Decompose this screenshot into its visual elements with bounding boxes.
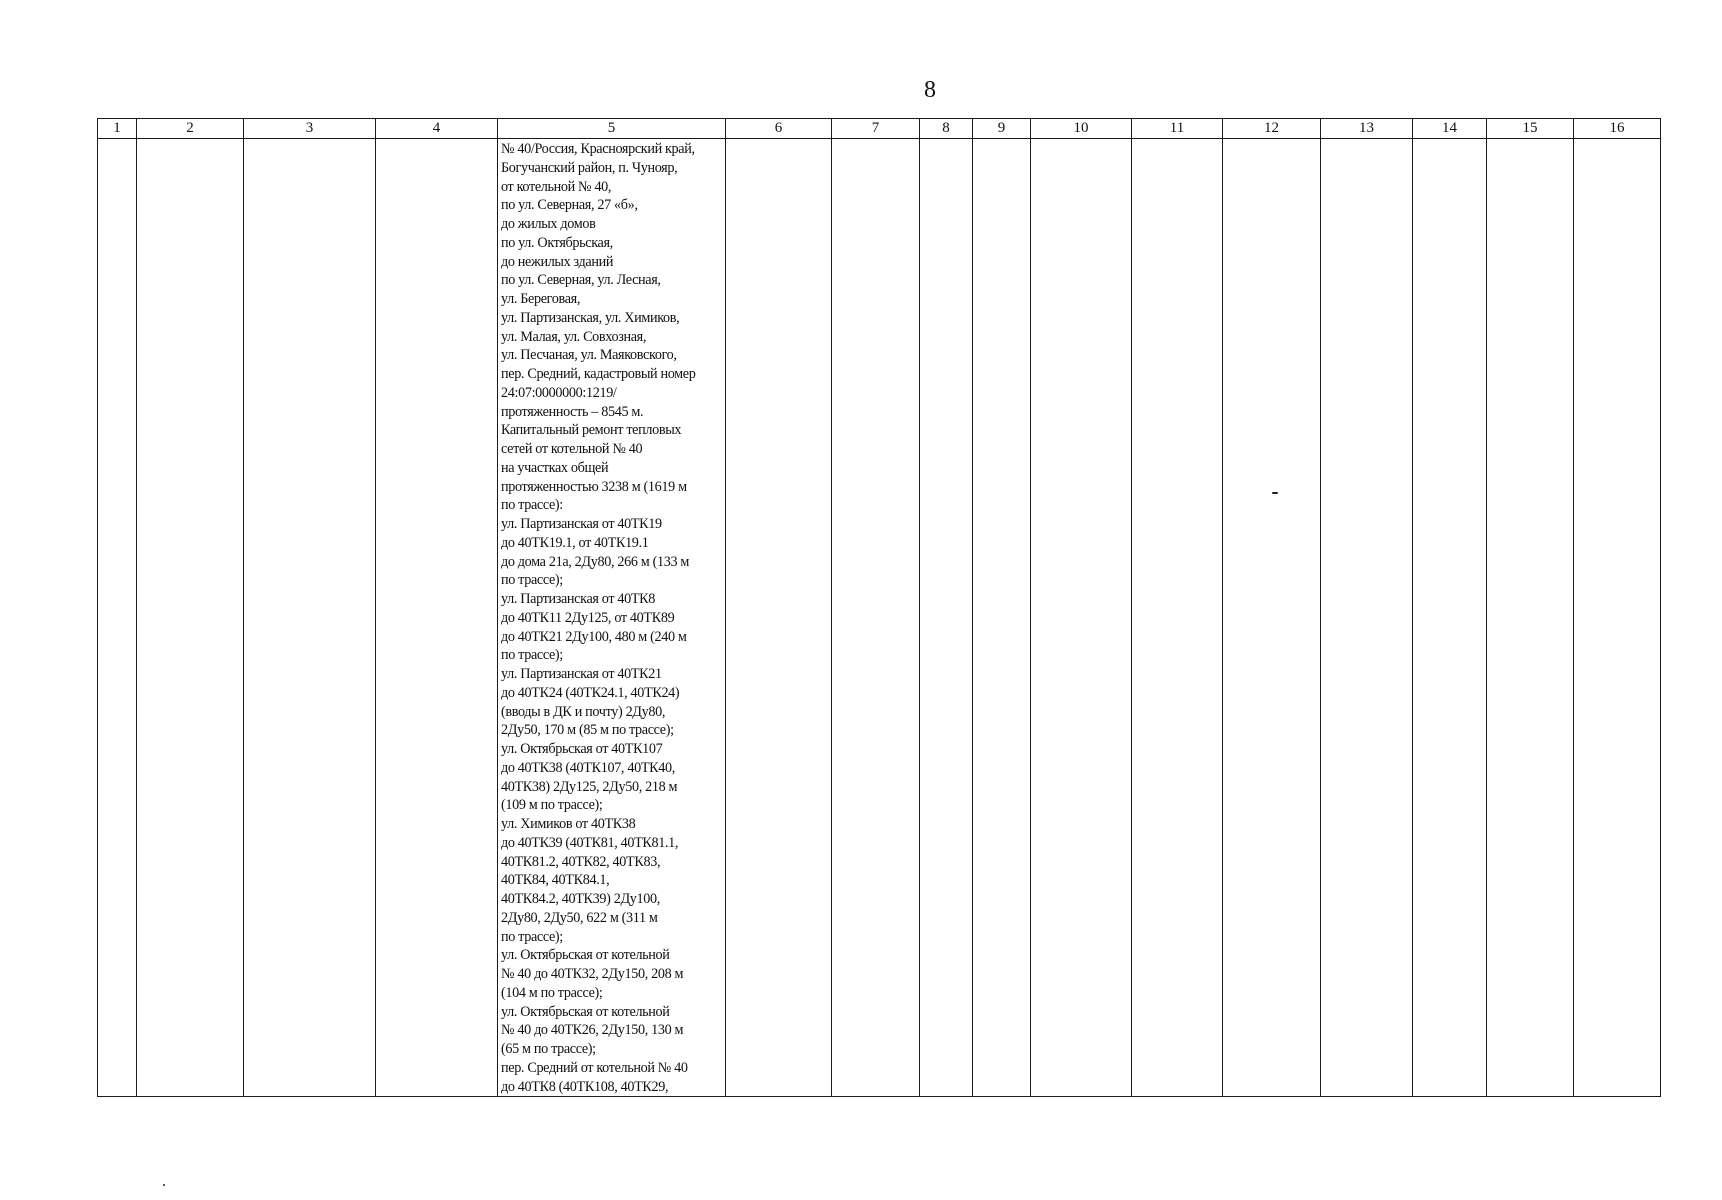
description-line: до 40ТК8 (40ТК108, 40ТК29, [501, 1078, 669, 1095]
column-number: 16 [1574, 119, 1661, 139]
description-line: ул. Октябрьская от котельной [501, 1003, 670, 1020]
column-number: 14 [1413, 119, 1487, 139]
description-line: ул. Октябрьская от котельной [501, 947, 670, 964]
table-cell [1321, 139, 1413, 1097]
column-number: 4 [376, 119, 498, 139]
description-line: ул. Партизанская от 40ТК19 [501, 516, 662, 532]
description-line: до 40ТК21 2Ду100, 480 м (240 м [501, 628, 687, 645]
description-line: по трассе): [501, 497, 563, 514]
table-cell [98, 139, 137, 1097]
table-cell [1574, 139, 1661, 1097]
description-line: ул. Химиков от 40ТК38 [501, 816, 636, 832]
description-line: сетей от котельной № 40 [501, 441, 643, 457]
description-line: № 40/Россия, Красноярский край, [501, 141, 695, 157]
column-number: 3 [244, 119, 376, 139]
description-line: пер. Средний, кадастровый номер [501, 366, 696, 382]
description-line: 40ТК81.2, 40ТК82, 40ТК83, [501, 853, 661, 870]
description-line: ул. Партизанская от 40ТК21 [501, 666, 662, 682]
table-cell [1413, 139, 1487, 1097]
column-number: 1 [98, 119, 137, 139]
description-line: до 40ТК24 (40ТК24.1, 40ТК24) [501, 684, 680, 701]
column-number: 13 [1321, 119, 1413, 139]
description-line: ул. Октябрьская от 40ТК107 [501, 741, 663, 757]
description-line: № 40 до 40ТК32, 2Ду150, 208 м [501, 966, 684, 982]
data-table [97, 118, 1661, 1097]
description-line: по трассе); [501, 647, 563, 664]
description-line: (65 м по трассе); [501, 1041, 596, 1057]
description-line: протяженность – 8545 м. [501, 403, 644, 420]
description-line: до нежилых зданий [501, 253, 614, 270]
table-cell [244, 139, 376, 1097]
table-cell [920, 139, 973, 1097]
description-line: 2Ду50, 170 м (85 м по трассе); [501, 722, 674, 739]
description-line: на участках общей [501, 459, 609, 476]
page-number: 8 [924, 77, 936, 103]
description-line: ул. Береговая, [501, 291, 581, 307]
table-cell [1031, 139, 1132, 1097]
table-cell [1132, 139, 1223, 1097]
scan-speck [1272, 492, 1278, 494]
description-line: ул. Малая, ул. Совхозная, [501, 328, 647, 345]
description-line: Богучанский район, п. Чунояр, [501, 159, 678, 176]
description-line: по трассе); [501, 928, 563, 945]
description-line: до 40ТК11 2Ду125, от 40ТК89 [501, 609, 675, 626]
description-line: по ул. Северная, 27 «б», [501, 197, 638, 214]
description-line: до 40ТК38 (40ТК107, 40ТК40, [501, 759, 675, 776]
table-cell [376, 139, 498, 1097]
description-line: 40ТК38) 2Ду125, 2Ду50, 218 м [501, 778, 678, 795]
scan-speck [163, 1184, 165, 1186]
table-cell [1223, 139, 1321, 1097]
column-number: 2 [137, 119, 244, 139]
table-cell-description [498, 139, 726, 1097]
column-number: 8 [920, 119, 973, 139]
column-number: 7 [832, 119, 920, 139]
column-number: 6 [726, 119, 832, 139]
description-line: пер. Средний от котельной № 40 [501, 1059, 688, 1076]
description-line: до 40ТК19.1, от 40ТК19.1 [501, 534, 649, 551]
table-cell [137, 139, 244, 1097]
description-line: (вводы в ДК и почту) 2Ду80, [501, 703, 666, 720]
description-line: 40ТК84, 40ТК84.1, [501, 872, 610, 889]
description-line: от котельной № 40, [501, 178, 612, 195]
description-line: ул. Партизанская от 40ТК8 [501, 591, 656, 607]
description-line: по ул. Октябрьская, [501, 234, 613, 251]
description-line: до дома 21а, 2Ду80, 266 м (133 м [501, 553, 690, 570]
description-line: по трассе); [501, 572, 563, 589]
column-number-row [98, 119, 1661, 139]
column-number: 5 [498, 119, 726, 139]
description-line: 2Ду80, 2Ду50, 622 м (311 м [501, 909, 658, 926]
description-line: 24:07:0000000:1219/ [501, 384, 617, 401]
column-number: 11 [1132, 119, 1223, 139]
column-number: 10 [1031, 119, 1132, 139]
description-line: № 40 до 40ТК26, 2Ду150, 130 м [501, 1022, 684, 1039]
table-cell [973, 139, 1031, 1097]
description-line: до жилых домов [501, 216, 596, 232]
column-number: 9 [973, 119, 1031, 139]
description-line: до 40ТК39 (40ТК81, 40ТК81.1, [501, 834, 679, 851]
table-cell [832, 139, 920, 1097]
description-line: (109 м по трассе); [501, 797, 603, 814]
column-number: 12 [1223, 119, 1321, 139]
table-row [98, 139, 1661, 1097]
description-line: ул. Песчаная, ул. Маяковского, [501, 347, 677, 364]
description-line: протяженностью 3238 м (1619 м [501, 478, 687, 495]
object-description-text [498, 139, 725, 1096]
description-line: по ул. Северная, ул. Лесная, [501, 272, 661, 289]
table-cell [1487, 139, 1574, 1097]
description-line: ул. Партизанская, ул. Химиков, [501, 309, 680, 326]
description-line: Капитальный ремонт тепловых [501, 422, 682, 439]
column-number: 15 [1487, 119, 1574, 139]
table-cell [726, 139, 832, 1097]
description-line: 40ТК84.2, 40ТК39) 2Ду100, [501, 891, 660, 907]
description-line: (104 м по трассе); [501, 984, 603, 1001]
